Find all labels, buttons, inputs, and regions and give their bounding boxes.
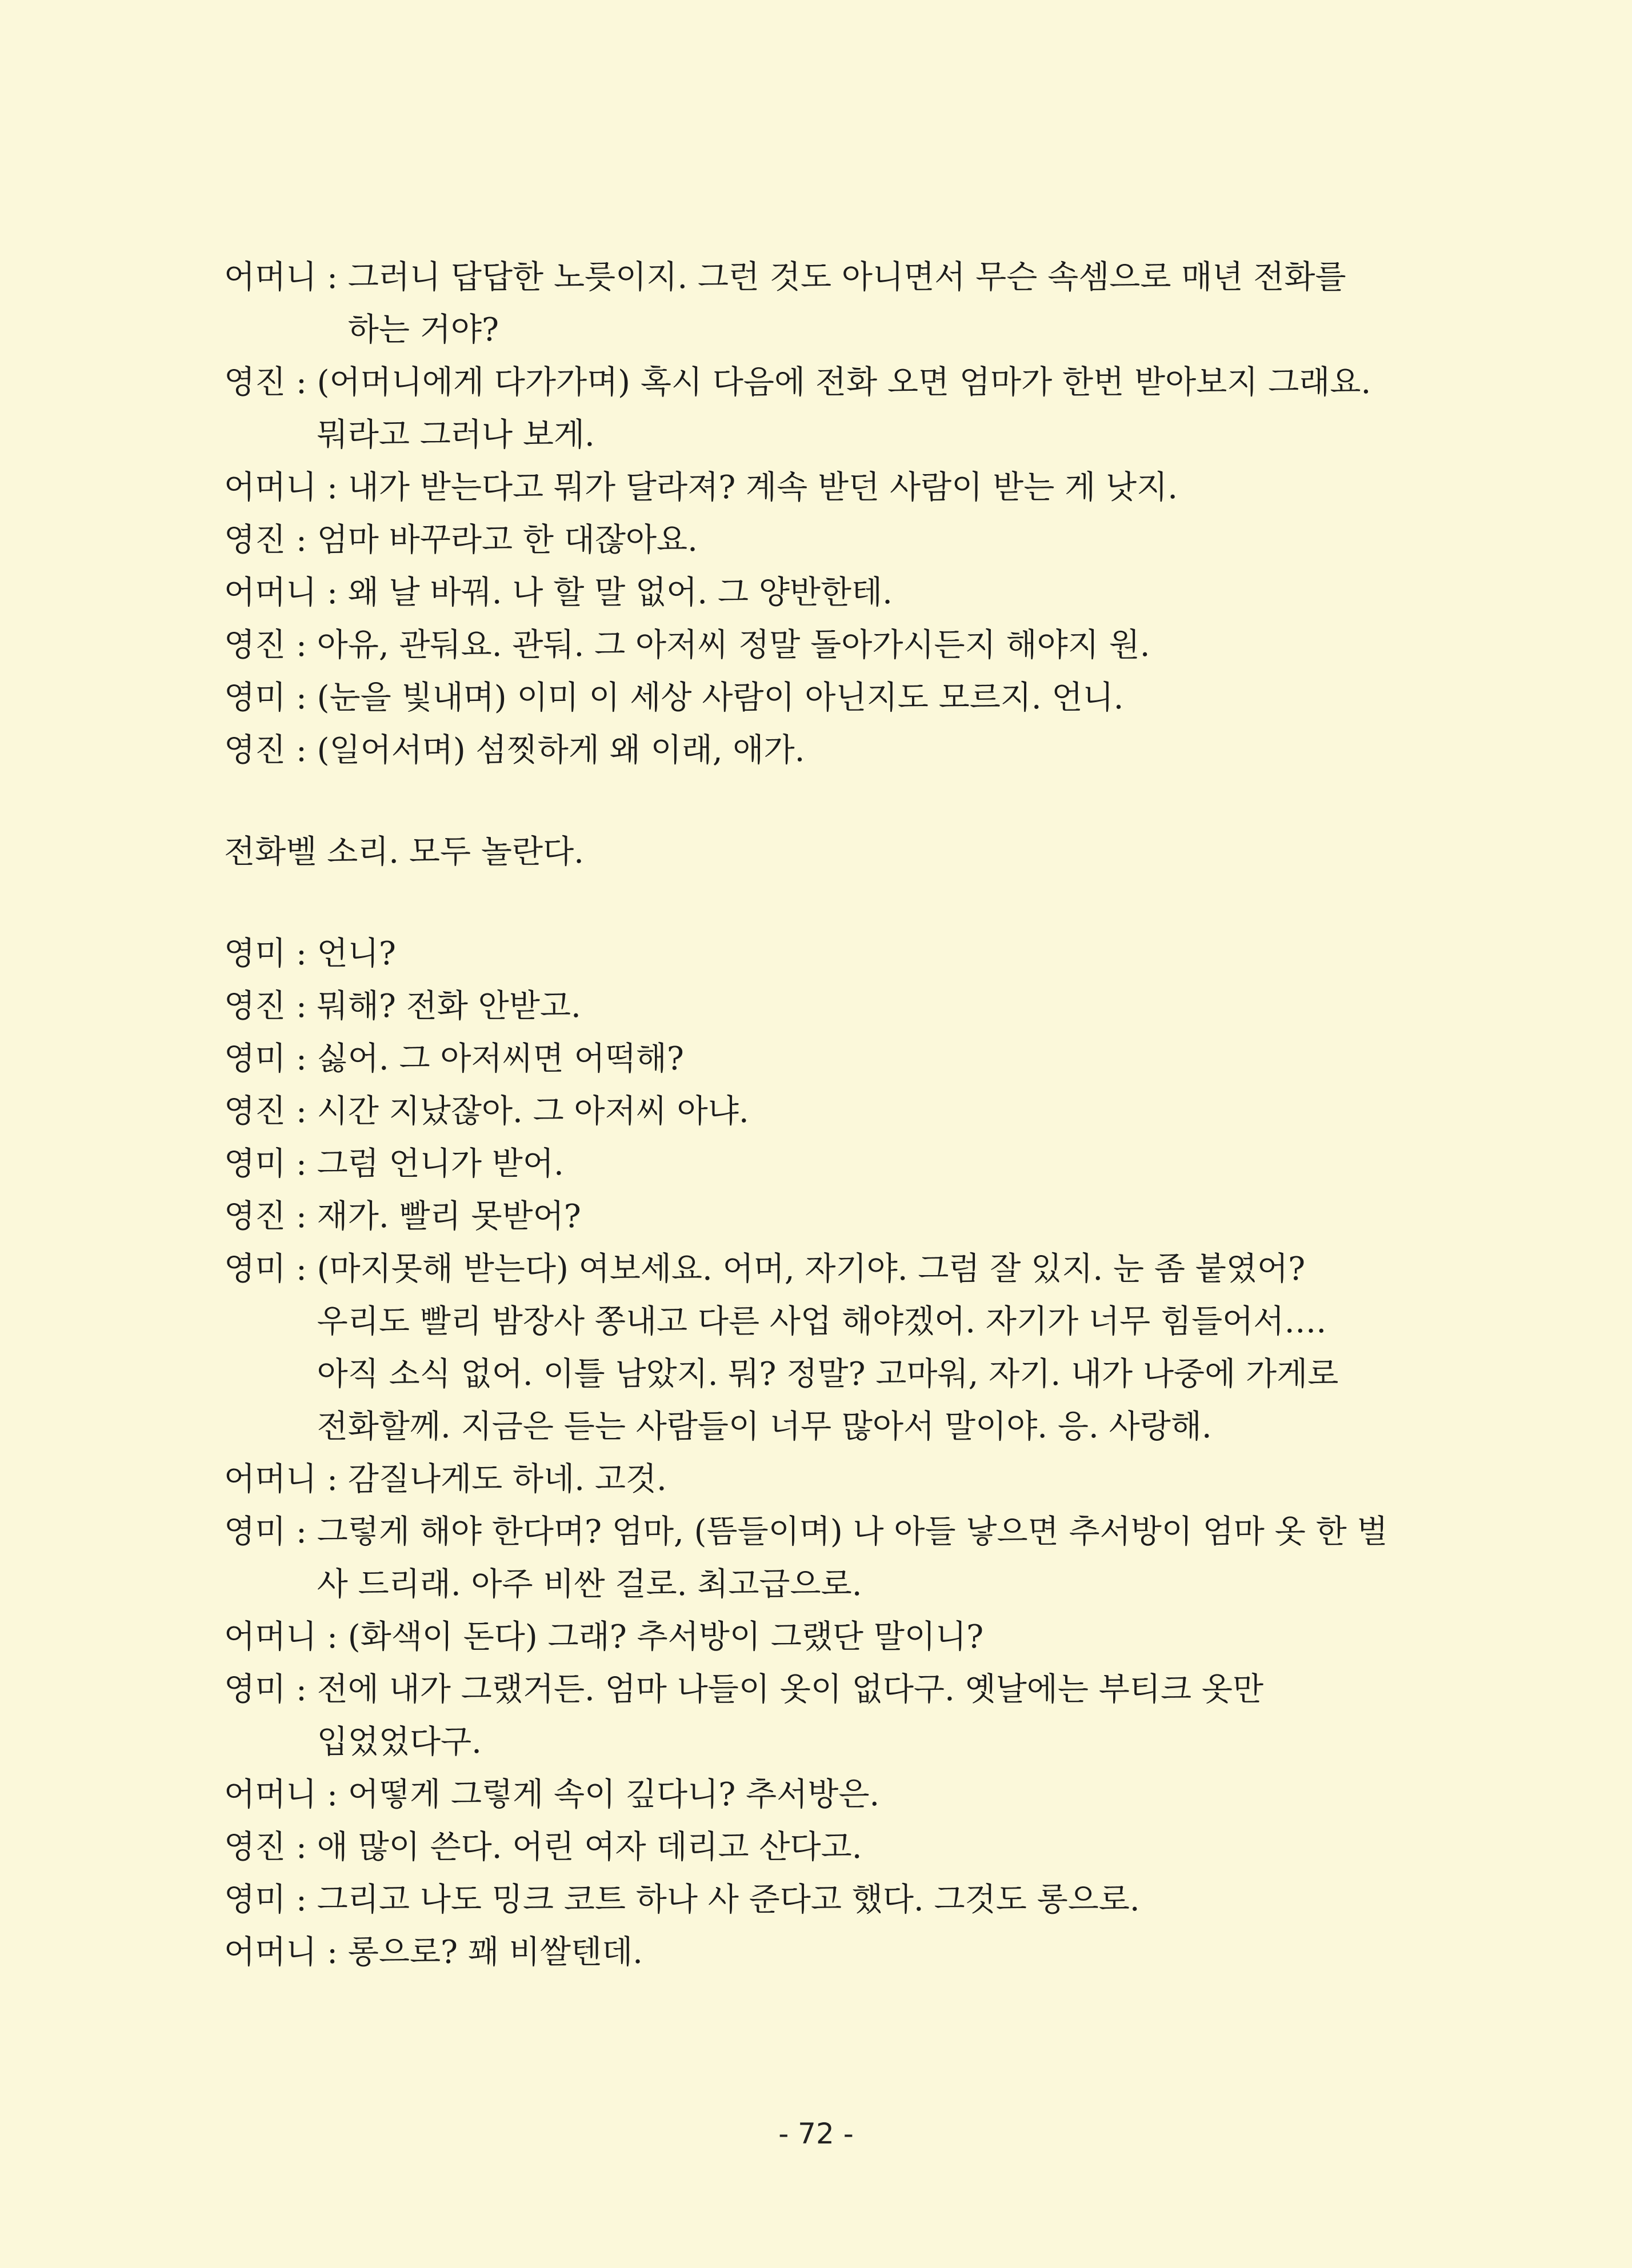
paragraph-gap (224, 777, 1390, 826)
dialogue-line: 영미 : (마지못해 받는다) 여보세요. 어머, 자기야. 그럼 잘 있지. 눈 좀 붙였어? 우리도 빨리 밤장사 쫑내고 다른 사업 해야겠어. 자기가 너무 힘들어서…. 아직 소식 없어. 이틀 남았지. 뭐? 정말? 고마워, 자기. 내가 나중에 가게로 전화할께. 지금은 듣는 사람들이 너무 많아서 말이야. 응. 사랑해. (224, 1243, 1390, 1453)
dialogue-text: 어떻게 그렇게 속이 깊다니? 추서방은. (347, 1776, 880, 1813)
speaker-name: 영진 (224, 1198, 286, 1235)
speaker-name: 영미 (224, 1145, 286, 1183)
dialogue-text: 애 많이 쓴다. 어린 여자 데리고 산다고. (317, 1829, 862, 1866)
stage-direction (224, 826, 1390, 879)
dialogue-line: 영미 : 전에 내가 그랬거든. 엄마 나들이 옷이 없다구. 옛날에는 부티크 옷만 입었었다구. (224, 1664, 1390, 1769)
dialogue-line: 어머니 : (화색이 돈다) 그래? 추서방이 그랬단 말이니? (224, 1611, 1390, 1664)
speaker-name: 영미 (224, 935, 286, 972)
dialogue-line: 영진 : (일어서며) 섬찟하게 왜 이래, 애가. (224, 724, 1390, 777)
dialogue-text: 전에 내가 그랬거든. 엄마 나들이 옷이 없다구. 옛날에는 부티크 옷만 입었었다구. (317, 1671, 1264, 1761)
dialogue-text: (일어서며) 섬찟하게 왜 이래, 애가. (317, 732, 805, 769)
dialogue-line: 어머니 : 감질나게도 하네. 고것. (224, 1453, 1390, 1506)
dialogue-text: 그리고 나도 밍크 코트 하나 사 준다고 했다. 그것도 롱으로. (317, 1881, 1140, 1918)
speaker-name: 어머니 (224, 1461, 317, 1498)
dialogue-line: 영진 : 시간 지났잖아. 그 아저씨 아냐. (224, 1085, 1390, 1138)
speaker-name: 어머니 (224, 574, 317, 611)
dialogue-text: 뭐해? 전화 안받고. (317, 988, 581, 1025)
speaker-name: 영미 (224, 1881, 286, 1918)
dialogue-line: 영미 : 그럼 언니가 받어. (224, 1138, 1390, 1191)
dialogue-text: 엄마 바꾸라고 한 대잖아요. (317, 522, 698, 559)
dialogue-line: 영진 : 뭐해? 전화 안받고. (224, 980, 1390, 1033)
dialogue-text: 롱으로? 꽤 비쌀텐데. (347, 1934, 643, 1971)
dialogue-line: 영미 : 그렇게 해야 한다며? 엄마, (뜸들이며) 나 아들 낳으면 추서방이 엄마 옷 한 벌 사 드리래. 아주 비싼 걸로. 최고급으로. (224, 1506, 1390, 1611)
dialogue-text: 아유, 관둬요. 관둬. 그 아저씨 정말 돌아가시든지 해야지 원. (317, 627, 1150, 664)
dialogue-text: 감질나게도 하네. 고것. (347, 1461, 667, 1498)
dialogue-line: 어머니 : 롱으로? 꽤 비쌀텐데. (224, 1926, 1390, 1979)
speaker-name: 영진 (224, 627, 286, 664)
dialogue-text: 싫어. 그 아저씨면 어떡해? (317, 1040, 684, 1077)
speaker-name: 영진 (224, 988, 286, 1025)
dialogue-line: 어머니 : 왜 날 바꿔. 나 할 말 없어. 그 양반한테. (224, 567, 1390, 619)
dialogue-text: 왜 날 바꿔. 나 할 말 없어. 그 양반한테. (347, 574, 893, 611)
dialogue-line: 영진 : 엄마 바꾸라고 한 대잖아요. (224, 514, 1390, 567)
dialogue-line: 어머니 : 어떻게 그렇게 속이 깊다니? 추서방은. (224, 1769, 1390, 1821)
page-number: - 72 - (778, 2117, 854, 2150)
dialogue-line: 어머니 : 그러니 답답한 노릇이지. 그런 것도 아니면서 무슨 속셈으로 매년 전화를 하는 거야? (224, 251, 1390, 356)
speaker-name: 어머니 (224, 1776, 317, 1813)
dialogue-text: 그럼 언니가 받어. (317, 1145, 564, 1183)
dialogue-line: 영진 : (어머니에게 다가가며) 혹시 다음에 전화 오면 엄마가 한번 받아보지 그래요. 뭐라고 그러나 보게. (224, 356, 1390, 462)
speaker-name: 영미 (224, 679, 286, 716)
dialogue-line: 영미 : 언니? (224, 928, 1390, 980)
speaker-name: 영진 (224, 1093, 286, 1130)
dialogue-text: 재가. 빨리 못받어? (317, 1198, 581, 1235)
speaker-name: 영진 (224, 522, 286, 559)
speaker-name: 어머니 (224, 259, 317, 296)
dialogue-line: 영진 : 애 많이 쓴다. 어린 여자 데리고 산다고. (224, 1821, 1390, 1874)
speaker-name: 영진 (224, 1829, 286, 1866)
dialogue-text: (화색이 돈다) 그래? 추서방이 그랬단 말이니? (347, 1618, 984, 1656)
speaker-name: 영미 (224, 1251, 286, 1288)
speaker-name: 어머니 (224, 1934, 317, 1971)
stage-direction-text: 전화벨 소리. 모두 놀란다. (224, 834, 584, 871)
dialogue-line: 영진 : 아유, 관둬요. 관둬. 그 아저씨 정말 돌아가시든지 해야지 원. (224, 619, 1390, 672)
speaker-name: 영미 (224, 1040, 286, 1077)
dialogue-text: 그렇게 해야 한다며? 엄마, (뜸들이며) 나 아들 낳으면 추서방이 엄마 옷 한 벌 사 드리래. 아주 비싼 걸로. 최고급으로. (317, 1513, 1388, 1603)
speaker-name: 영진 (224, 732, 286, 769)
speaker-name: 어머니 (224, 1618, 317, 1656)
dialogue-line: 어머니 : 내가 받는다고 뭐가 달라져? 계속 받던 사람이 받는 게 낫지. (224, 462, 1390, 514)
dialogue-text: 내가 받는다고 뭐가 달라져? 계속 받던 사람이 받는 게 낫지. (347, 469, 1178, 506)
paragraph-gap (224, 879, 1390, 928)
dialogue-text: 시간 지났잖아. 그 아저씨 아냐. (317, 1093, 749, 1130)
dialogue-text: 언니? (317, 935, 396, 972)
dialogue-text: (눈을 빛내며) 이미 이 세상 사람이 아닌지도 모르지. 언니. (317, 679, 1124, 716)
dialogue-line: 영미 : (눈을 빛내며) 이미 이 세상 사람이 아닌지도 모르지. 언니. (224, 672, 1390, 724)
dialogue-text: (마지못해 받는다) 여보세요. 어머, 자기야. 그럼 잘 있지. 눈 좀 붙였어? 우리도 빨리 밤장사 쫑내고 다른 사업 해야겠어. 자기가 너무 힘들어서…. 아직 소식 없어. 이틀 남았지. 뭐? 정말? 고마워, 자기. 내가 나중에 가게로 전화할께. 지금은 듣는 사람들이 너무 많아서 말이야. 응. 사랑해. (317, 1251, 1339, 1445)
speaker-name: 어머니 (224, 469, 317, 506)
speaker-name: 영미 (224, 1513, 286, 1550)
script-body (224, 251, 1390, 1979)
dialogue-text: (어머니에게 다가가며) 혹시 다음에 전화 오면 엄마가 한번 받아보지 그래요. 뭐라고 그러나 보게. (317, 364, 1371, 454)
speaker-name: 영미 (224, 1671, 286, 1708)
speaker-name: 영진 (224, 364, 286, 401)
dialogue-line: 영미 : 싫어. 그 아저씨면 어떡해? (224, 1033, 1390, 1085)
dialogue-text: 그러니 답답한 노릇이지. 그런 것도 아니면서 무슨 속셈으로 매년 전화를 하는 거야? (347, 259, 1346, 348)
dialogue-line: 영미 : 그리고 나도 밍크 코트 하나 사 준다고 했다. 그것도 롱으로. (224, 1874, 1390, 1926)
dialogue-line: 영진 : 재가. 빨리 못받어? (224, 1191, 1390, 1243)
